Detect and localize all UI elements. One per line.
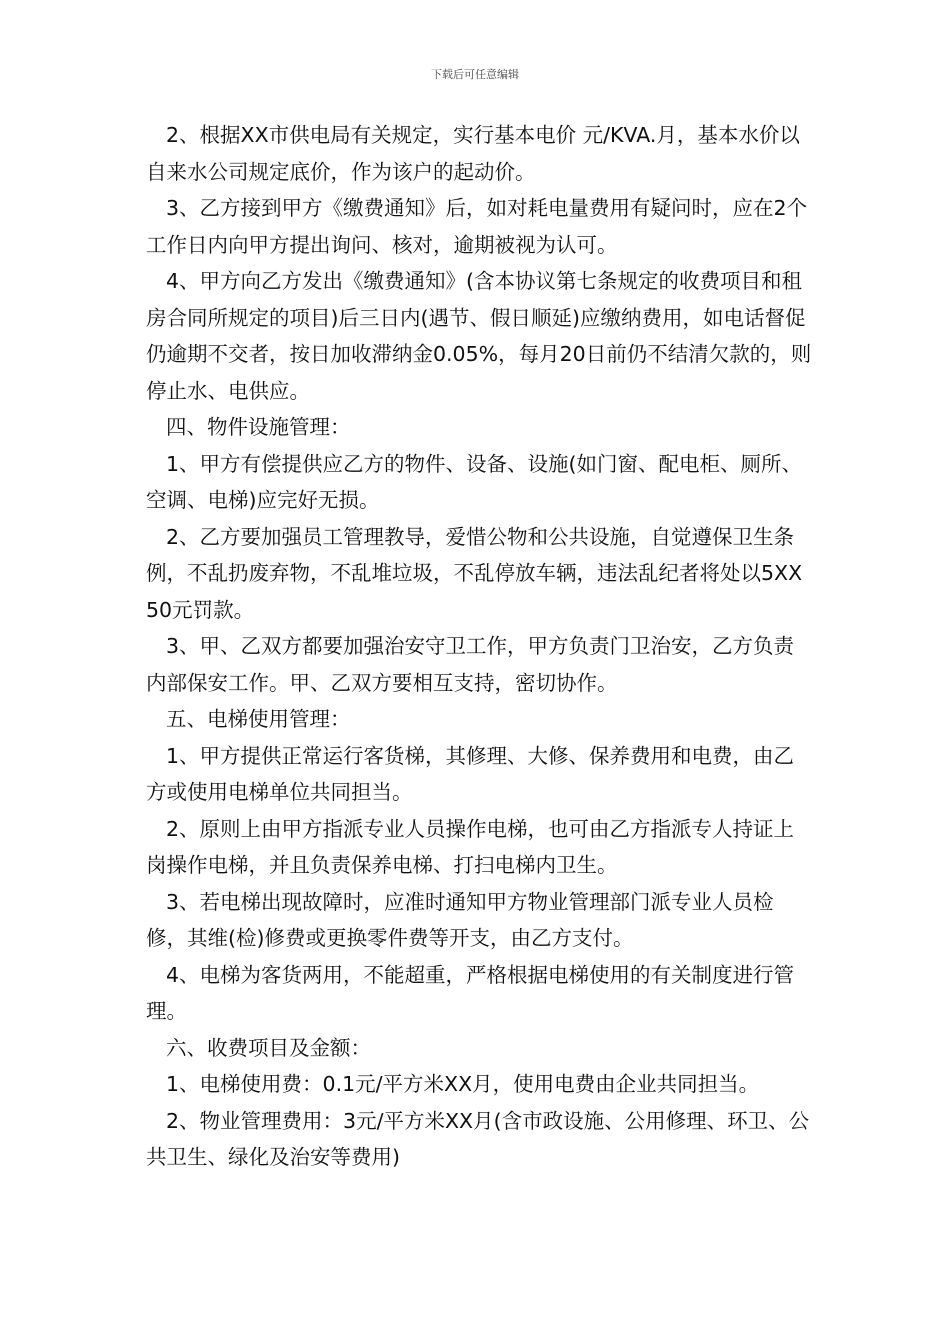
- paragraph-elevator-4: 4、电梯为客货两用，不能超重，严格根据电梯使用的有关制度进行管理。: [146, 962, 795, 1023]
- paragraph-fee-inquiry: 3、乙方接到甲方《缴费通知》后，如对耗电量费用有疑问时，应在2个工作日内向甲方提出询问、核对，逾期被视为认可。: [146, 196, 808, 257]
- paragraph-payment-notice: 4、甲方向乙方发出《缴费通知》(含本协议第七条规定的收费项目和租房合同所规定的项目)后三日内(遇节、假日顺延)应缴纳费用，如电话督促仍逾期不交者，按日加收滞纳金0.05%，每月20日前仍不结清欠款的，则停止水、电供应。: [146, 269, 812, 403]
- paragraph-facilities-3: 3、甲、乙双方都要加强治安守卫工作，甲方负责门卫治安，乙方负责内部保安工作。甲、乙双方要相互支持，密切协作。: [146, 634, 795, 695]
- page-header-note: 下载后可任意编辑: [431, 68, 519, 81]
- paragraph-basic-price: 2、根据XX市供电局有关规定，实行基本电价 元/KVA.月，基本水价以自来水公司规定底价，作为该户的起动价。: [146, 123, 800, 184]
- section-heading-elevator: 五、电梯使用管理：: [166, 707, 351, 731]
- paragraph-fee-management: 2、物业管理费用：3元/平方米XX月(含市政设施、公用修理、环卫、公共卫生、绿化及治安等费用): [146, 1108, 810, 1169]
- paragraph-elevator-2: 2、原则上由甲方指派专业人员操作电梯，也可由乙方指派专人持证上岗操作电梯，并且负责保养电梯、打扫电梯内卫生。: [146, 816, 795, 877]
- paragraph-elevator-3: 3、若电梯出现故障时，应准时通知甲方物业管理部门派专业人员检修，其维(检)修费或更换零件费等开支，由乙方支付。: [146, 889, 774, 950]
- section-heading-facilities: 四、物件设施管理：: [166, 415, 351, 439]
- document-body: [146, 117, 812, 1176]
- paragraph-facilities-1: 1、甲方有偿提供应乙方的物件、设备、设施(如门窗、配电柜、厕所、空调、电梯)应完好无损。: [146, 451, 803, 512]
- paragraph-facilities-2: 2、乙方要加强员工管理教导，爱惜公物和公共设施，自觉遵保卫生条例，不乱扔废弃物，不乱堆垃圾，不乱停放车辆，违法乱纪者将处以5XX50元罚款。: [146, 524, 803, 622]
- section-heading-fees: 六、收费项目及金额：: [166, 1035, 371, 1060]
- paragraph-fee-elevator: 1、电梯使用费：0.1元/平方米XX月，使用电费由企业共同担当。: [166, 1072, 760, 1096]
- paragraph-elevator-1: 1、甲方提供正常运行客货梯，其修理、大修、保养费用和电费，由乙方或使用电梯单位共同担当。: [146, 743, 795, 804]
